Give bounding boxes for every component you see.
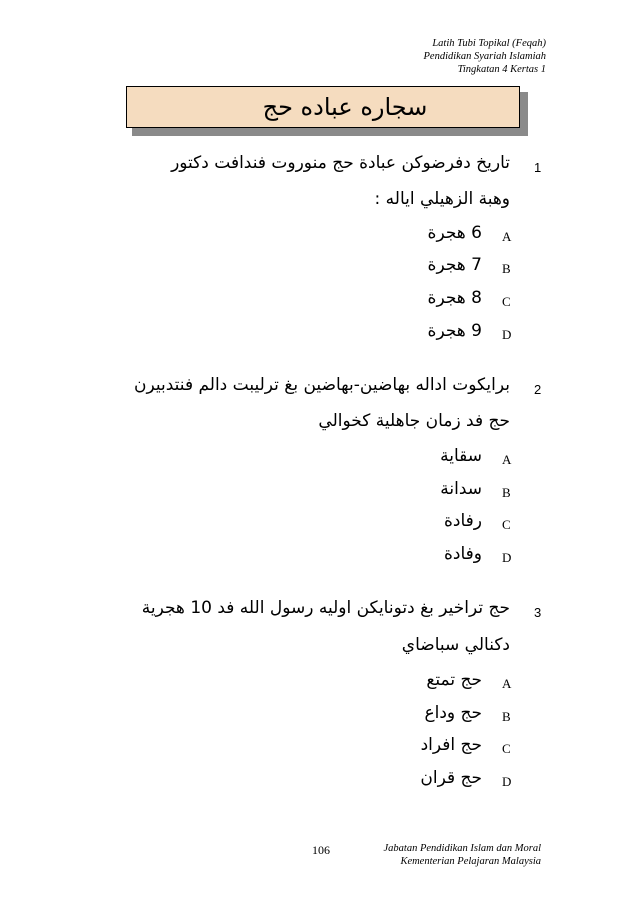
question-text-line: تاريخ دفرضوكن عبادة حج منوروت فندافت دكتور	[171, 153, 510, 173]
title-box	[126, 86, 520, 128]
option-text: سقاية	[440, 446, 482, 466]
footer-ministry: Kementerian Pelajaran Malaysia	[400, 856, 541, 867]
option-text: حج افراد	[420, 735, 482, 755]
header-level: Tingkatan 4 Kertas 1	[457, 64, 546, 75]
option-letter: C	[502, 294, 511, 309]
header-course: Pendidikan Syariah Islamiah	[423, 51, 546, 62]
question-number: 3	[534, 605, 542, 620]
header-subject: Latih Tubi Topikal (Feqah)	[432, 38, 546, 49]
page-number: 106	[312, 843, 330, 857]
option-text: 6 هجرة	[427, 223, 482, 243]
question-text-line: حج تراخير بغ دتونايكن اوليه رسول الله فد 10 هجرية	[141, 598, 510, 618]
footer-department: Jabatan Pendidikan Islam dan Moral	[383, 843, 541, 854]
question-text-line: وهبة الزهيلي اياله :	[374, 189, 510, 209]
option-letter: B	[502, 709, 511, 724]
page-title: سجاره عباده حج	[262, 93, 428, 121]
option-text: 8 هجرة	[427, 288, 482, 308]
page-header	[424, 37, 546, 76]
option-letter: D	[502, 774, 512, 789]
option-letter: A	[502, 676, 512, 691]
option-letter: B	[502, 485, 511, 500]
option-letter: D	[502, 327, 512, 342]
option-text: وفادة	[444, 544, 482, 564]
option-letter: C	[502, 517, 511, 532]
question-text-line: دكنالي سباضاي	[401, 635, 510, 655]
option-text: 7 هجرة	[427, 255, 482, 275]
option-text: حج تمتع	[426, 670, 482, 690]
option-text: رفادة	[444, 511, 482, 531]
question-number: 2	[534, 382, 542, 397]
question-text-line: حج فد زمان جاهلية كخوالي	[318, 411, 510, 431]
option-letter: C	[502, 741, 511, 756]
question-number: 1	[534, 160, 542, 175]
question-text-line: برايكوت اداله بهاضين-بهاضين بغ ترليبت دالم فنتدبيرن	[134, 375, 510, 395]
page-footer	[384, 842, 541, 868]
option-letter: D	[502, 550, 512, 565]
option-text: حج قران	[420, 768, 482, 788]
option-text: سدانة	[440, 479, 482, 499]
option-letter: A	[502, 452, 512, 467]
option-letter: B	[502, 261, 511, 276]
option-text: 9 هجرة	[427, 321, 482, 341]
option-text: حج وداع	[424, 703, 482, 723]
option-letter: A	[502, 229, 512, 244]
